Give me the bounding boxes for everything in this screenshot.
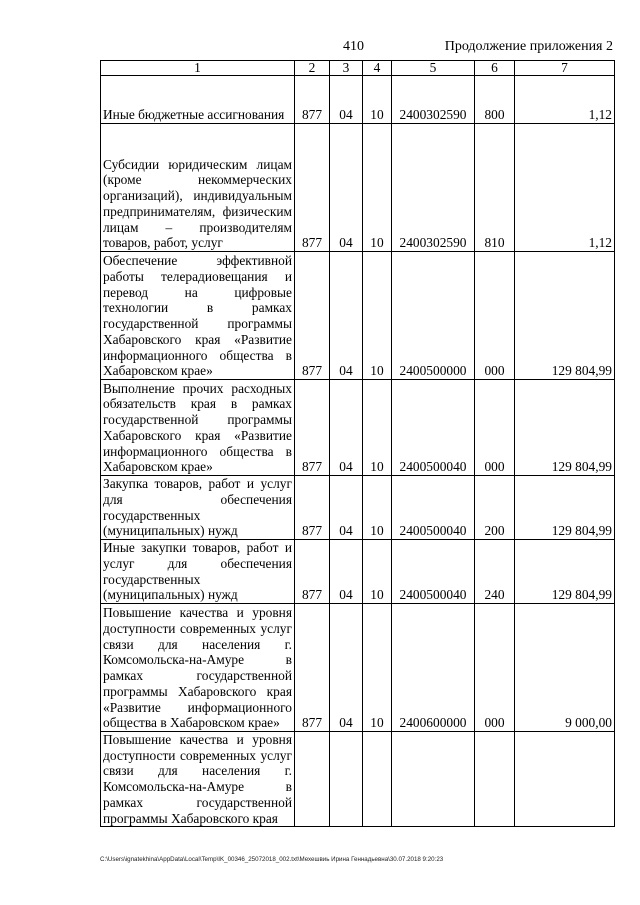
expense-name: Повышение качества и уровня доступности современных услуг связи для населения г. Комсомольска-на-Амуре в рамках государственной программы Хабаровского края <box>101 732 295 827</box>
ministry-code <box>295 732 330 827</box>
subsection-code <box>363 732 392 827</box>
ministry-code: 877 <box>295 604 330 732</box>
table-row <box>101 540 615 604</box>
target-article-code: 2400500040 <box>392 476 475 540</box>
table-row <box>101 732 615 827</box>
target-article-code: 2400600000 <box>392 604 475 732</box>
target-article-code: 2400302590 <box>392 124 475 252</box>
section-code: 04 <box>330 252 363 380</box>
page-number: 410 <box>343 39 364 54</box>
table-row <box>101 476 615 540</box>
ministry-code: 877 <box>295 252 330 380</box>
column-header: 5 <box>392 61 475 76</box>
amount-value: 129 804,99 <box>515 380 615 476</box>
expense-name: Закупка товаров, работ и услуг для обеспечения государственных (муниципальных) нужд <box>101 476 295 540</box>
amount-value: 1,12 <box>515 124 615 252</box>
budget-table <box>100 60 615 827</box>
expense-type-code: 000 <box>475 380 515 476</box>
table-row <box>101 380 615 476</box>
target-article-code: 2400500000 <box>392 252 475 380</box>
expense-type-code <box>475 732 515 827</box>
expense-name: Иные закупки товаров, работ и услуг для обеспечения государственных (муниципальных) нужд <box>101 540 295 604</box>
expense-name: Субсидии юридическим лицам (кроме некоммерческих организаций), индивидуальным предпринимателям, физическим лицам – производителям товаров, работ, услуг <box>101 124 295 252</box>
table-row <box>101 124 615 252</box>
expense-name: Обеспечение эффективной работы телерадиовещания и перевод на цифровые технологии в рамках государственной программы Хабаровского края «Развитие информационного общества в Хабаровском крае» <box>101 252 295 380</box>
subsection-code: 10 <box>363 252 392 380</box>
section-code: 04 <box>330 604 363 732</box>
target-article-code: 2400500040 <box>392 380 475 476</box>
amount-value: 9 000,00 <box>515 604 615 732</box>
expense-type-code: 000 <box>475 252 515 380</box>
section-code: 04 <box>330 540 363 604</box>
amount-value: 129 804,99 <box>515 476 615 540</box>
amount-value <box>515 732 615 827</box>
ministry-code: 877 <box>295 124 330 252</box>
column-header: 3 <box>330 61 363 76</box>
expense-name: Повышение качества и уровня доступности современных услуг связи для населения г. Комсомольска-на-Амуре в рамках государственной программы Хабаровского края «Развитие информационного общества в Хабаровском крае» <box>101 604 295 732</box>
amount-value: 1,12 <box>515 76 615 124</box>
section-code: 04 <box>330 476 363 540</box>
table-header-row <box>101 61 615 76</box>
target-article-code <box>392 732 475 827</box>
ministry-code: 877 <box>295 476 330 540</box>
table-row <box>101 604 615 732</box>
appendix-continuation-label: Продолжение приложения 2 <box>444 39 613 54</box>
column-header: 2 <box>295 61 330 76</box>
footer-file-path: C:\Users\ignatekhina\AppData\Local\Temp\IK_00346_25072018_002.txt\Мехешвиь Ирина Геннадьевна\30.07.2018 9:20:23 <box>100 856 444 863</box>
subsection-code: 10 <box>363 124 392 252</box>
expense-type-code: 000 <box>475 604 515 732</box>
target-article-code: 2400302590 <box>392 76 475 124</box>
target-article-code: 2400500040 <box>392 540 475 604</box>
column-header: 7 <box>515 61 615 76</box>
ministry-code: 877 <box>295 76 330 124</box>
table-row <box>101 252 615 380</box>
section-code: 04 <box>330 76 363 124</box>
ministry-code: 877 <box>295 380 330 476</box>
expense-type-code: 800 <box>475 76 515 124</box>
column-header: 4 <box>363 61 392 76</box>
expense-type-code: 200 <box>475 476 515 540</box>
column-header: 1 <box>101 61 295 76</box>
amount-value: 129 804,99 <box>515 540 615 604</box>
expense-type-code: 810 <box>475 124 515 252</box>
section-code <box>330 732 363 827</box>
amount-value: 129 804,99 <box>515 252 615 380</box>
expense-name: Выполнение прочих расходных обязательств края в рамках государственной программы Хабаровского края «Развитие информационного общества в Хабаровском крае» <box>101 380 295 476</box>
subsection-code: 10 <box>363 76 392 124</box>
subsection-code: 10 <box>363 604 392 732</box>
section-code: 04 <box>330 124 363 252</box>
section-code: 04 <box>330 380 363 476</box>
subsection-code: 10 <box>363 380 392 476</box>
subsection-code: 10 <box>363 540 392 604</box>
table-row <box>101 76 615 124</box>
expense-name: Иные бюджетные ассигнования <box>101 76 295 124</box>
expense-type-code: 240 <box>475 540 515 604</box>
column-header: 6 <box>475 61 515 76</box>
subsection-code: 10 <box>363 476 392 540</box>
ministry-code: 877 <box>295 540 330 604</box>
